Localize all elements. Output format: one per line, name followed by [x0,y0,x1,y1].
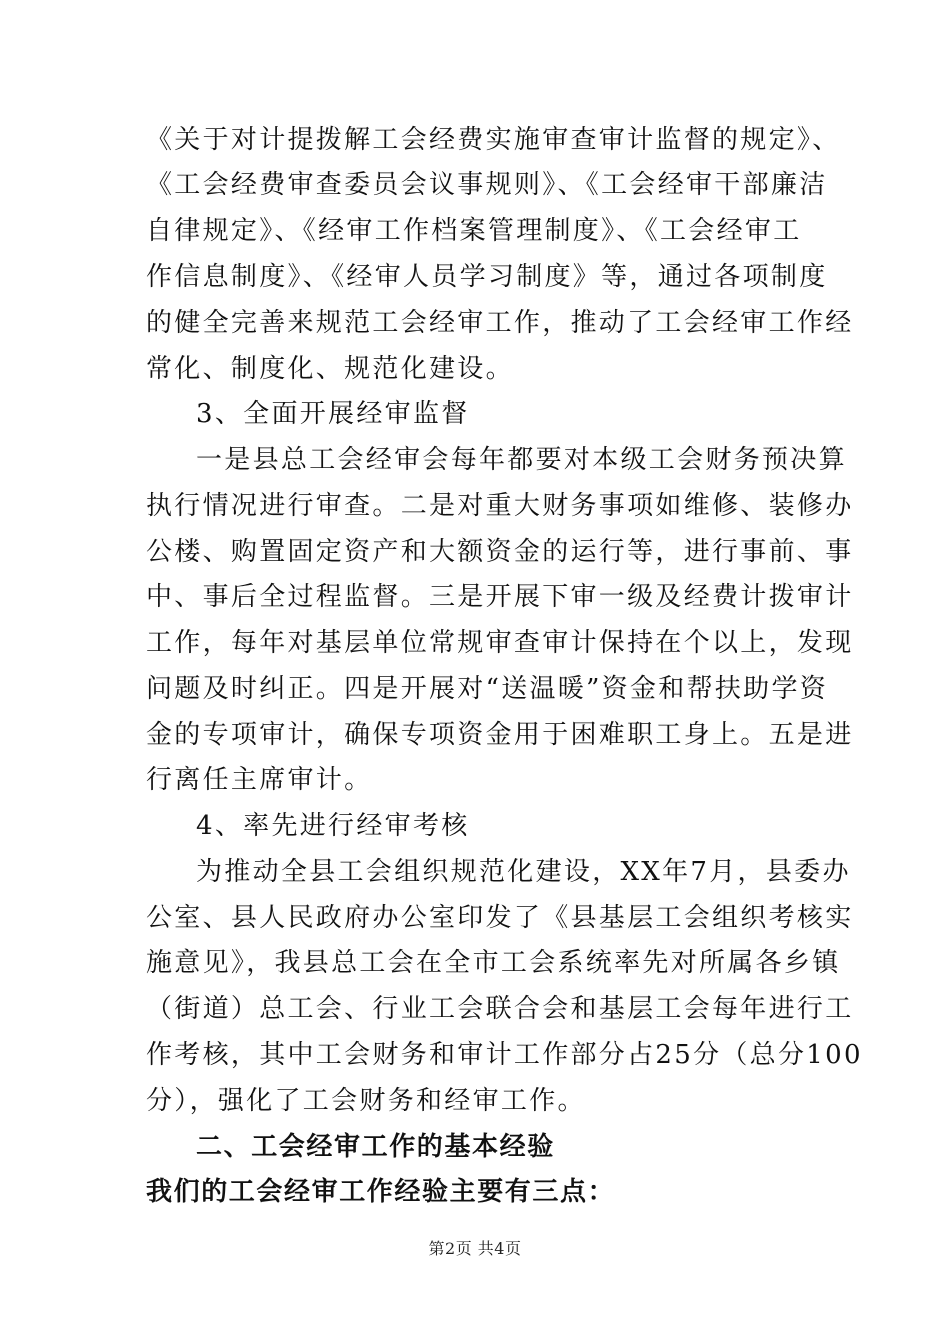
paragraph-line: 中、事后全过程监督。三是开展下审一级及经费计拨审计 [146,582,854,612]
paragraph-line: 问题及时纠正。四是开展对“送温暖”资金和帮扶助学资 [146,674,829,704]
paragraph-line: 公室、县人民政府办公室印发了《县基层工会组织考核实 [146,903,854,933]
paragraph-line: 执行情况进行审查。二是对重大财务事项如维修、装修办 [146,491,854,521]
paragraph-line: 分），强化了工会财务和经审工作。 [146,1086,586,1116]
paragraph-line: 施意见》，我县总工会在全市工会系统率先对所属各乡镇 [146,948,841,978]
paragraph-line: 金的专项审计，确保专项资金用于困难职工身上。五是进 [146,720,854,750]
paragraph-line: 工作，每年对基层单位常规审查审计保持在个以上，发现 [146,628,854,658]
paragraph-line: 的健全完善来规范工会经审工作，推动了工会经审工作经 [146,308,854,338]
section-heading-4: 4、率先进行经审考核 [196,811,470,841]
chapter-heading: 二、工会经审工作的基本经验 [196,1132,555,1162]
paragraph-line: （街道）总工会、行业工会联合会和基层工会每年进行工 [146,994,854,1024]
paragraph-line: 《关于对计提拨解工会经费实施审查审计监督的规定》、 [146,125,841,155]
page-footer: 第2页 共4页 [428,1239,522,1258]
paragraph-line: 常化、制度化、规范化建设。 [146,354,514,384]
paragraph-line: 作考核，其中工会财务和审计工作部分占25分（总分100 [146,1040,863,1070]
paragraph-line: 为推动全县工会组织规范化建设，XX年7月，县委办 [196,857,851,887]
paragraph-line: 《工会经费审查委员会议事规则》、《工会经审干部廉洁 [146,170,828,200]
paragraph-line: 自律规定》、《经审工作档案管理制度》、《工会经审工 [146,216,802,246]
bold-lead-sentence: 我们的工会经审工作经验主要有三点： [146,1177,616,1207]
paragraph-line: 作信息制度》、《经审人员学习制度》等，通过各项制度 [146,262,828,292]
paragraph-line: 一是县总工会经审会每年都要对本级工会财务预决算 [196,445,847,475]
paragraph-line: 行离任主席审计。 [146,765,373,795]
section-heading-3: 3、全面开展经审监督 [196,399,470,429]
paragraph-line: 公楼、购置固定资产和大额资金的运行等，进行事前、事 [146,537,854,567]
